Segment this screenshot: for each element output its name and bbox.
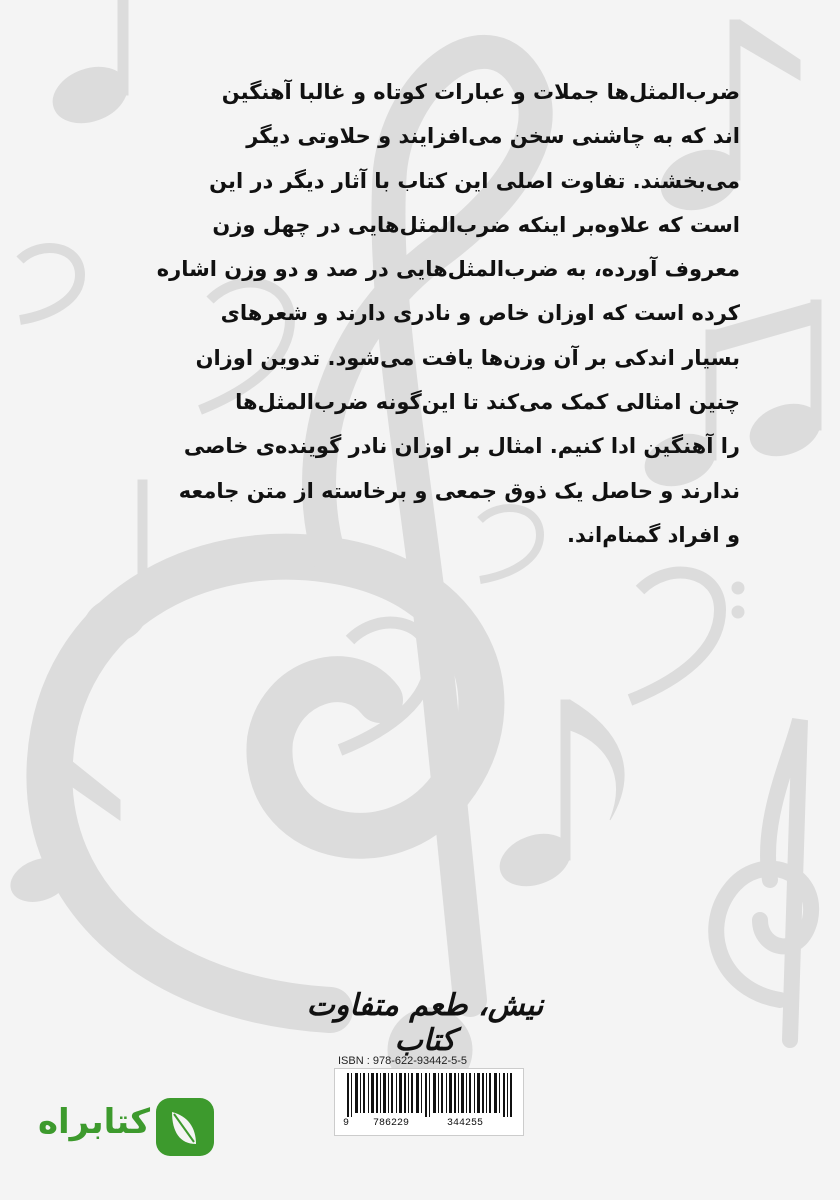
barcode-digit-group: 344255 (447, 1118, 484, 1129)
publisher-tagline: نیش، طعم متفاوت کتاب (306, 988, 544, 1058)
barcode-bars (347, 1073, 513, 1117)
description-line: می‌بخشند. تفاوت اصلی این کتاب با آثار دیگر در این (209, 168, 740, 193)
barcode-digits (343, 1118, 519, 1132)
description-line: ندارند و حاصل یک ذوق جمعی و برخاسته از متن جامعه (178, 478, 740, 503)
description-line: کرده است که اوزان خاص و نادری دارند و شعرهای (220, 301, 740, 326)
barcode-digit-group: 786229 (373, 1118, 410, 1129)
description-line: بسیار اندکی بر آن وزن‌ها یافت می‌شود. تدوین اوزان (195, 345, 740, 370)
description-line: چنین امثالی کمک می‌کند تا این‌گونه ضرب‌المثل‌ها (235, 390, 740, 415)
description-line: و افراد گمنام‌اند. (567, 522, 740, 547)
ketabrah-logo (37, 1092, 220, 1164)
isbn-label: ISBN : 978-622-93442-5-5 (338, 1055, 468, 1067)
description-line: اند که به چاشنی سخن می‌افزایند و حلاوتی دیگر (246, 124, 740, 149)
description-line: را آهنگین ادا کنیم. امثال بر اوزان نادر گوینده‌ی خاصی (183, 434, 740, 459)
description-line: معروف آورده، به ضرب‌المثل‌هایی در صد و دو وزن اشاره (156, 257, 740, 282)
barcode (334, 1068, 524, 1136)
cover-description (88, 70, 740, 557)
description-line: است که علاوه‌بر اینکه ضرب‌المثل‌هایی در چهل وزن (212, 212, 740, 237)
barcode-digit-first: 9 (343, 1118, 350, 1129)
description-line: ضرب‌المثل‌ها جملات و عبارات کوتاه و غالبا آهنگین (221, 80, 740, 104)
book-leaf-icon (152, 1092, 220, 1160)
logo-wordmark: کتابراه (37, 1102, 150, 1142)
